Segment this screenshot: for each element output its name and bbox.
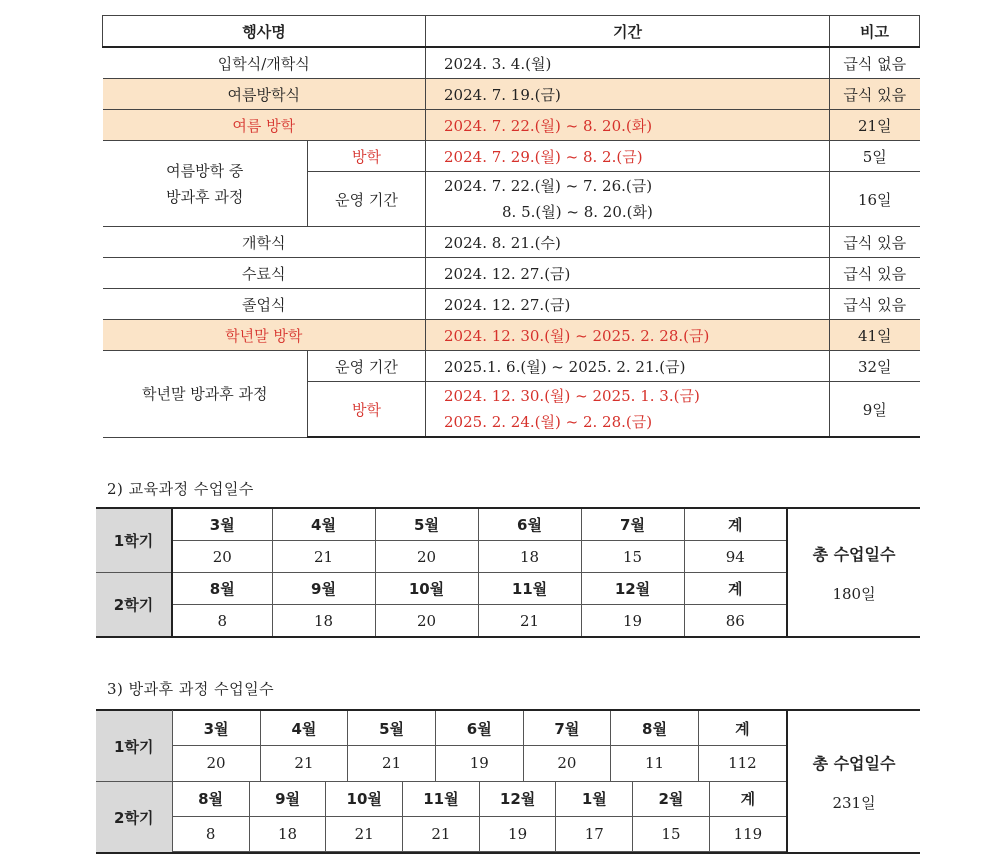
event-period: 2024. 12. 27.(금) bbox=[426, 289, 830, 320]
total-value: 231일 bbox=[832, 793, 876, 812]
group-line2: 방과후 과정 bbox=[166, 187, 244, 206]
month-header: 6월 bbox=[435, 711, 523, 746]
day-count: 112 bbox=[698, 746, 786, 781]
day-count: 18 bbox=[478, 541, 581, 573]
sub-label: 방학 bbox=[308, 141, 426, 172]
event-name: 여름 방학 bbox=[103, 110, 426, 141]
semester-label: 1학기 bbox=[96, 710, 172, 782]
event-note: 급식 있음 bbox=[830, 289, 920, 320]
month-header: 8월 bbox=[172, 573, 272, 605]
day-count: 21 bbox=[272, 541, 375, 573]
period-line1: 2024. 7. 22.(월) ~ 7. 26.(금) bbox=[444, 177, 653, 195]
month-header: 12월 bbox=[581, 573, 684, 605]
month-header: 5월 bbox=[375, 508, 478, 541]
day-count: 19 bbox=[435, 746, 523, 781]
event-name: 입학식/개학식 bbox=[103, 47, 426, 79]
month-header: 계 bbox=[698, 711, 786, 746]
header-period: 기간 bbox=[426, 16, 830, 48]
event-name: 개학식 bbox=[103, 227, 426, 258]
day-count: 20 bbox=[375, 605, 478, 638]
day-count: 15 bbox=[633, 816, 710, 851]
month-header: 3월 bbox=[172, 508, 272, 541]
table-row bbox=[103, 79, 920, 110]
month-header: 6월 bbox=[478, 508, 581, 541]
month-header: 11월 bbox=[403, 782, 480, 817]
table-row bbox=[103, 258, 920, 289]
curriculum-days-table bbox=[96, 507, 920, 638]
month-header: 계 bbox=[709, 782, 786, 817]
day-count: 21 bbox=[260, 746, 348, 781]
month-header: 12월 bbox=[479, 782, 556, 817]
event-period: 2024. 7. 19.(금) bbox=[426, 79, 830, 110]
event-note: 급식 있음 bbox=[830, 258, 920, 289]
event-note: 41일 bbox=[830, 320, 920, 351]
event-period: 2024. 12. 30.(월) ~ 2025. 2. 28.(금) bbox=[426, 320, 830, 351]
event-note: 16일 bbox=[830, 172, 920, 227]
event-name: 졸업식 bbox=[103, 289, 426, 320]
header-note: 비고 bbox=[830, 16, 920, 48]
event-period bbox=[426, 172, 830, 227]
month-header: 5월 bbox=[348, 711, 436, 746]
day-count: 8 bbox=[172, 605, 272, 638]
table-row bbox=[103, 110, 920, 141]
event-period: 2024. 3. 4.(월) bbox=[426, 47, 830, 79]
semester-label: 2학기 bbox=[96, 573, 172, 638]
day-count: 15 bbox=[581, 541, 684, 573]
event-name: 수료식 bbox=[103, 258, 426, 289]
month-header: 7월 bbox=[581, 508, 684, 541]
day-count: 119 bbox=[709, 816, 786, 851]
event-note: 급식 있음 bbox=[830, 79, 920, 110]
month-header: 8월 bbox=[611, 711, 699, 746]
day-count: 20 bbox=[173, 746, 261, 781]
table-row bbox=[103, 351, 920, 382]
table-row bbox=[96, 508, 920, 541]
event-note: 5일 bbox=[830, 141, 920, 172]
month-header: 3월 bbox=[173, 711, 261, 746]
period-line2: 2025. 2. 24.(월) ~ 2. 28.(금) bbox=[444, 413, 653, 431]
month-header: 계 bbox=[684, 508, 787, 541]
total-days-cell bbox=[787, 710, 920, 853]
day-count: 20 bbox=[375, 541, 478, 573]
day-count: 86 bbox=[684, 605, 787, 638]
sub-label: 방학 bbox=[308, 382, 426, 438]
semester-label: 1학기 bbox=[96, 508, 172, 573]
day-count: 21 bbox=[403, 816, 480, 851]
month-header: 4월 bbox=[260, 711, 348, 746]
month-header: 9월 bbox=[249, 782, 326, 817]
semester-grid bbox=[172, 710, 787, 782]
total-value: 180일 bbox=[832, 584, 876, 603]
event-name: 학년말 방학 bbox=[103, 320, 426, 351]
day-count: 11 bbox=[611, 746, 699, 781]
events-table bbox=[102, 15, 920, 438]
day-count: 21 bbox=[326, 816, 403, 851]
day-count: 94 bbox=[684, 541, 787, 573]
month-header: 계 bbox=[684, 573, 787, 605]
table-row bbox=[103, 47, 920, 79]
table-row bbox=[103, 320, 920, 351]
table-row bbox=[103, 289, 920, 320]
total-label: 총 수업일수 bbox=[812, 753, 896, 773]
section-title: 3) 방과후 과정 수업일수 bbox=[107, 680, 275, 698]
table-row bbox=[103, 227, 920, 258]
month-header: 10월 bbox=[326, 782, 403, 817]
header-event-name: 행사명 bbox=[103, 16, 426, 48]
month-header: 8월 bbox=[173, 782, 250, 817]
table-row bbox=[103, 141, 920, 172]
day-count: 17 bbox=[556, 816, 633, 851]
group-line1: 여름방학 중 bbox=[166, 161, 244, 180]
day-count: 21 bbox=[478, 605, 581, 638]
total-days-cell bbox=[787, 508, 920, 637]
event-group: 학년말 방과후 과정 bbox=[103, 351, 308, 438]
period-line2: 8. 5.(월) ~ 8. 20.(화) bbox=[502, 203, 653, 221]
event-note: 급식 있음 bbox=[830, 227, 920, 258]
day-count: 8 bbox=[173, 816, 250, 851]
event-name: 여름방학식 bbox=[103, 79, 426, 110]
day-count: 20 bbox=[523, 746, 611, 781]
event-note: 32일 bbox=[830, 351, 920, 382]
month-header: 2월 bbox=[633, 782, 710, 817]
event-note: 21일 bbox=[830, 110, 920, 141]
total-label: 총 수업일수 bbox=[812, 544, 896, 564]
month-header: 11월 bbox=[478, 573, 581, 605]
event-period bbox=[426, 382, 830, 438]
period-line1: 2024. 12. 30.(월) ~ 2025. 1. 3.(금) bbox=[444, 387, 700, 405]
event-period: 2024. 8. 21.(수) bbox=[426, 227, 830, 258]
month-header: 4월 bbox=[272, 508, 375, 541]
sub-label: 운영 기간 bbox=[308, 351, 426, 382]
month-header: 9월 bbox=[272, 573, 375, 605]
section-title: 2) 교육과정 수업일수 bbox=[107, 480, 254, 498]
day-count: 18 bbox=[249, 816, 326, 851]
day-count: 21 bbox=[348, 746, 436, 781]
afterschool-days-table bbox=[96, 709, 920, 854]
event-period: 2024. 12. 27.(금) bbox=[426, 258, 830, 289]
day-count: 20 bbox=[172, 541, 272, 573]
event-period: 2024. 7. 29.(월) ~ 8. 2.(금) bbox=[426, 141, 830, 172]
sem2-grid bbox=[173, 782, 787, 853]
event-group bbox=[103, 141, 308, 227]
event-note: 급식 없음 bbox=[830, 47, 920, 79]
sem1-grid bbox=[173, 711, 787, 782]
event-period: 2024. 7. 22.(월) ~ 8. 20.(화) bbox=[426, 110, 830, 141]
month-header: 10월 bbox=[375, 573, 478, 605]
month-header: 7월 bbox=[523, 711, 611, 746]
month-header: 1월 bbox=[556, 782, 633, 817]
semester-label: 2학기 bbox=[96, 782, 172, 854]
event-note: 9일 bbox=[830, 382, 920, 438]
day-count: 19 bbox=[479, 816, 556, 851]
sub-label: 운영 기간 bbox=[308, 172, 426, 227]
event-period: 2025.1. 6.(월) ~ 2025. 2. 21.(금) bbox=[426, 351, 830, 382]
day-count: 19 bbox=[581, 605, 684, 638]
day-count: 18 bbox=[272, 605, 375, 638]
semester-grid bbox=[172, 782, 787, 854]
